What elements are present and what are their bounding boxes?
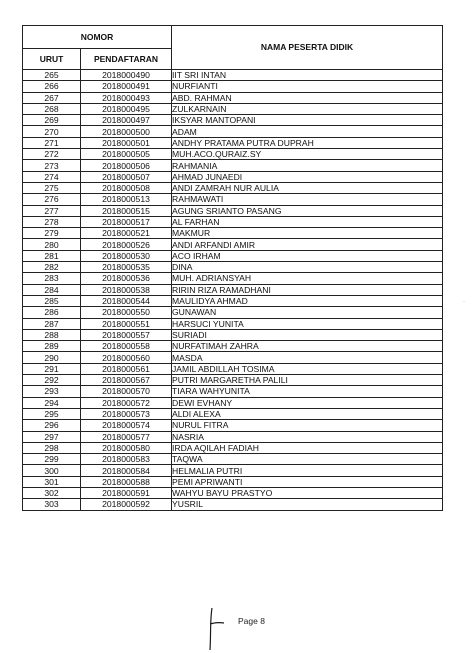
participant-name: MASDA <box>172 352 443 363</box>
participant-name: NURFIANTI <box>172 81 443 92</box>
table-row <box>23 499 443 510</box>
registration-number: 2018000588 <box>81 476 172 487</box>
registration-number: 2018000572 <box>81 397 172 408</box>
row-number: 302 <box>23 487 81 498</box>
registration-number: 2018000501 <box>81 137 172 148</box>
registration-number: 2018000573 <box>81 408 172 419</box>
registration-number: 2018000535 <box>81 262 172 273</box>
participant-name: PUTRI MARGARETHA PALILI <box>172 375 443 386</box>
row-number: 292 <box>23 375 81 386</box>
row-number: 267 <box>23 92 81 103</box>
table-row <box>23 341 443 352</box>
registration-number: 2018000526 <box>81 239 172 250</box>
table-row <box>23 250 443 261</box>
registration-number: 2018000521 <box>81 228 172 239</box>
participant-name: MUH. ADRIANSYAH <box>172 273 443 284</box>
table-row <box>23 228 443 239</box>
participant-name: TAQWA <box>172 454 443 465</box>
registration-number: 2018000570 <box>81 386 172 397</box>
registration-number: 2018000584 <box>81 465 172 476</box>
participant-name: NASRIA <box>172 431 443 442</box>
registration-number: 2018000583 <box>81 454 172 465</box>
registration-number: 2018000506 <box>81 160 172 171</box>
registration-number: 2018000536 <box>81 273 172 284</box>
row-number: 284 <box>23 284 81 295</box>
row-number: 285 <box>23 295 81 306</box>
table-row <box>23 363 443 374</box>
participant-name: ABD. RAHMAN <box>172 92 443 103</box>
participant-name: ZULKARNAIN <box>172 103 443 114</box>
participant-name: ANDI ARFANDI AMIR <box>172 239 443 250</box>
participant-name: HELMALIA PUTRI <box>172 465 443 476</box>
participant-name: ANDI ZAMRAH NUR AULIA <box>172 182 443 193</box>
table-row <box>23 81 443 92</box>
page-number: Page 8 <box>238 616 265 626</box>
row-number: 287 <box>23 318 81 329</box>
registration-number: 2018000508 <box>81 182 172 193</box>
participant-name: AHMAD JUNAEDI <box>172 171 443 182</box>
participant-name: IKSYAR MANTOPANI <box>172 115 443 126</box>
registration-number: 2018000490 <box>81 70 172 81</box>
registration-number: 2018000567 <box>81 375 172 386</box>
table-row <box>23 284 443 295</box>
row-number: 273 <box>23 160 81 171</box>
table-row <box>23 397 443 408</box>
row-number: 296 <box>23 420 81 431</box>
registration-number: 2018000560 <box>81 352 172 363</box>
table-row <box>23 92 443 103</box>
participant-name: NURFATIMAH ZAHRA <box>172 341 443 352</box>
participant-name: ADAM <box>172 126 443 137</box>
table-row <box>23 137 443 148</box>
participant-name: TIARA WAHYUNITA <box>172 386 443 397</box>
registration-number: 2018000495 <box>81 103 172 114</box>
participant-name: MAULIDYA AHMAD <box>172 295 443 306</box>
registration-number: 2018000557 <box>81 329 172 340</box>
row-number: 299 <box>23 454 81 465</box>
participant-name: DEWI EVHANY <box>172 397 443 408</box>
participant-name: ANDHY PRATAMA PUTRA DUPRAH <box>172 137 443 148</box>
participant-name: ACO IRHAM <box>172 250 443 261</box>
row-number: 268 <box>23 103 81 114</box>
table-row <box>23 160 443 171</box>
table-row <box>23 476 443 487</box>
row-number: 275 <box>23 182 81 193</box>
table-row <box>23 487 443 498</box>
table-row <box>23 70 443 81</box>
header-urut: URUT <box>23 49 81 70</box>
participant-name: AL FARHAN <box>172 216 443 227</box>
row-number: 303 <box>23 499 81 510</box>
header-nomor: NOMOR <box>23 26 172 49</box>
registration-number: 2018000530 <box>81 250 172 261</box>
row-number: 271 <box>23 137 81 148</box>
row-number: 279 <box>23 228 81 239</box>
registration-number: 2018000491 <box>81 81 172 92</box>
row-number: 266 <box>23 81 81 92</box>
row-number: 291 <box>23 363 81 374</box>
participant-name: YUSRIL <box>172 499 443 510</box>
registration-number: 2018000538 <box>81 284 172 295</box>
participant-name: GUNAWAN <box>172 307 443 318</box>
participant-name: NURUL FITRA <box>172 420 443 431</box>
header-pendaftaran: PENDAFTARAN <box>81 49 172 70</box>
registration-number: 2018000497 <box>81 115 172 126</box>
table-row <box>23 318 443 329</box>
row-number: 297 <box>23 431 81 442</box>
table-row <box>23 465 443 476</box>
registration-number: 2018000513 <box>81 194 172 205</box>
registration-number: 2018000515 <box>81 205 172 216</box>
registration-number: 2018000550 <box>81 307 172 318</box>
row-number: 283 <box>23 273 81 284</box>
table-row <box>23 454 443 465</box>
row-number: 298 <box>23 442 81 453</box>
table-row <box>23 375 443 386</box>
row-number: 294 <box>23 397 81 408</box>
table-row <box>23 420 443 431</box>
row-number: 301 <box>23 476 81 487</box>
participant-name: SURIADI <box>172 329 443 340</box>
row-number: 293 <box>23 386 81 397</box>
table-row <box>23 149 443 160</box>
table-row <box>23 295 443 306</box>
table-row <box>23 115 443 126</box>
row-number: 286 <box>23 307 81 318</box>
participant-name: HARSUCI YUNITA <box>172 318 443 329</box>
row-number: 277 <box>23 205 81 216</box>
participant-name: MAKMUR <box>172 228 443 239</box>
row-number: 300 <box>23 465 81 476</box>
registration-number: 2018000517 <box>81 216 172 227</box>
registration-number: 2018000493 <box>81 92 172 103</box>
row-number: 276 <box>23 194 81 205</box>
table-row <box>23 239 443 250</box>
participant-name: RAHMAWATI <box>172 194 443 205</box>
row-number: 280 <box>23 239 81 250</box>
stray-mark: · <box>463 299 465 305</box>
signature-icon <box>206 606 226 652</box>
registration-number: 2018000507 <box>81 171 172 182</box>
table-row <box>23 103 443 114</box>
table-row <box>23 329 443 340</box>
row-number: 281 <box>23 250 81 261</box>
participant-name: IRDA AQILAH FADIAH <box>172 442 443 453</box>
registration-number: 2018000561 <box>81 363 172 374</box>
header-nama: NAMA PESERTA DIDIK <box>172 26 443 70</box>
registration-number: 2018000544 <box>81 295 172 306</box>
table-row <box>23 307 443 318</box>
table-row <box>23 408 443 419</box>
table-row <box>23 273 443 284</box>
registration-number: 2018000592 <box>81 499 172 510</box>
row-number: 282 <box>23 262 81 273</box>
table-row <box>23 442 443 453</box>
registration-number: 2018000551 <box>81 318 172 329</box>
row-number: 289 <box>23 341 81 352</box>
participant-name: JAMIL ABDILLAH TOSIMA <box>172 363 443 374</box>
table-row <box>23 352 443 363</box>
participant-name: MUH.ACO.QURAIZ.SY <box>172 149 443 160</box>
row-number: 270 <box>23 126 81 137</box>
registration-number: 2018000574 <box>81 420 172 431</box>
participant-name: ALDI ALEXA <box>172 408 443 419</box>
registration-number: 2018000505 <box>81 149 172 160</box>
row-number: 288 <box>23 329 81 340</box>
registration-number: 2018000580 <box>81 442 172 453</box>
participant-name: PEMI APRIWANTI <box>172 476 443 487</box>
table-row <box>23 216 443 227</box>
participant-name: DINA <box>172 262 443 273</box>
table-row <box>23 182 443 193</box>
row-number: 269 <box>23 115 81 126</box>
registration-number: 2018000500 <box>81 126 172 137</box>
row-number: 272 <box>23 149 81 160</box>
row-number: 290 <box>23 352 81 363</box>
participant-name: IIT SRI INTAN <box>172 70 443 81</box>
row-number: 274 <box>23 171 81 182</box>
table-row <box>23 386 443 397</box>
table-row <box>23 431 443 442</box>
table-row <box>23 205 443 216</box>
registration-number: 2018000577 <box>81 431 172 442</box>
table-row <box>23 171 443 182</box>
registration-number: 2018000591 <box>81 487 172 498</box>
participant-table <box>22 25 443 511</box>
row-number: 265 <box>23 70 81 81</box>
table-row <box>23 126 443 137</box>
participant-name: RIRIN RIZA RAMADHANI <box>172 284 443 295</box>
registration-number: 2018000558 <box>81 341 172 352</box>
participant-name: RAHMANIA <box>172 160 443 171</box>
participant-name: WAHYU BAYU PRASTYO <box>172 487 443 498</box>
row-number: 278 <box>23 216 81 227</box>
participant-name: AGUNG SRIANTO PASANG <box>172 205 443 216</box>
row-number: 295 <box>23 408 81 419</box>
table-row <box>23 194 443 205</box>
table-row <box>23 262 443 273</box>
